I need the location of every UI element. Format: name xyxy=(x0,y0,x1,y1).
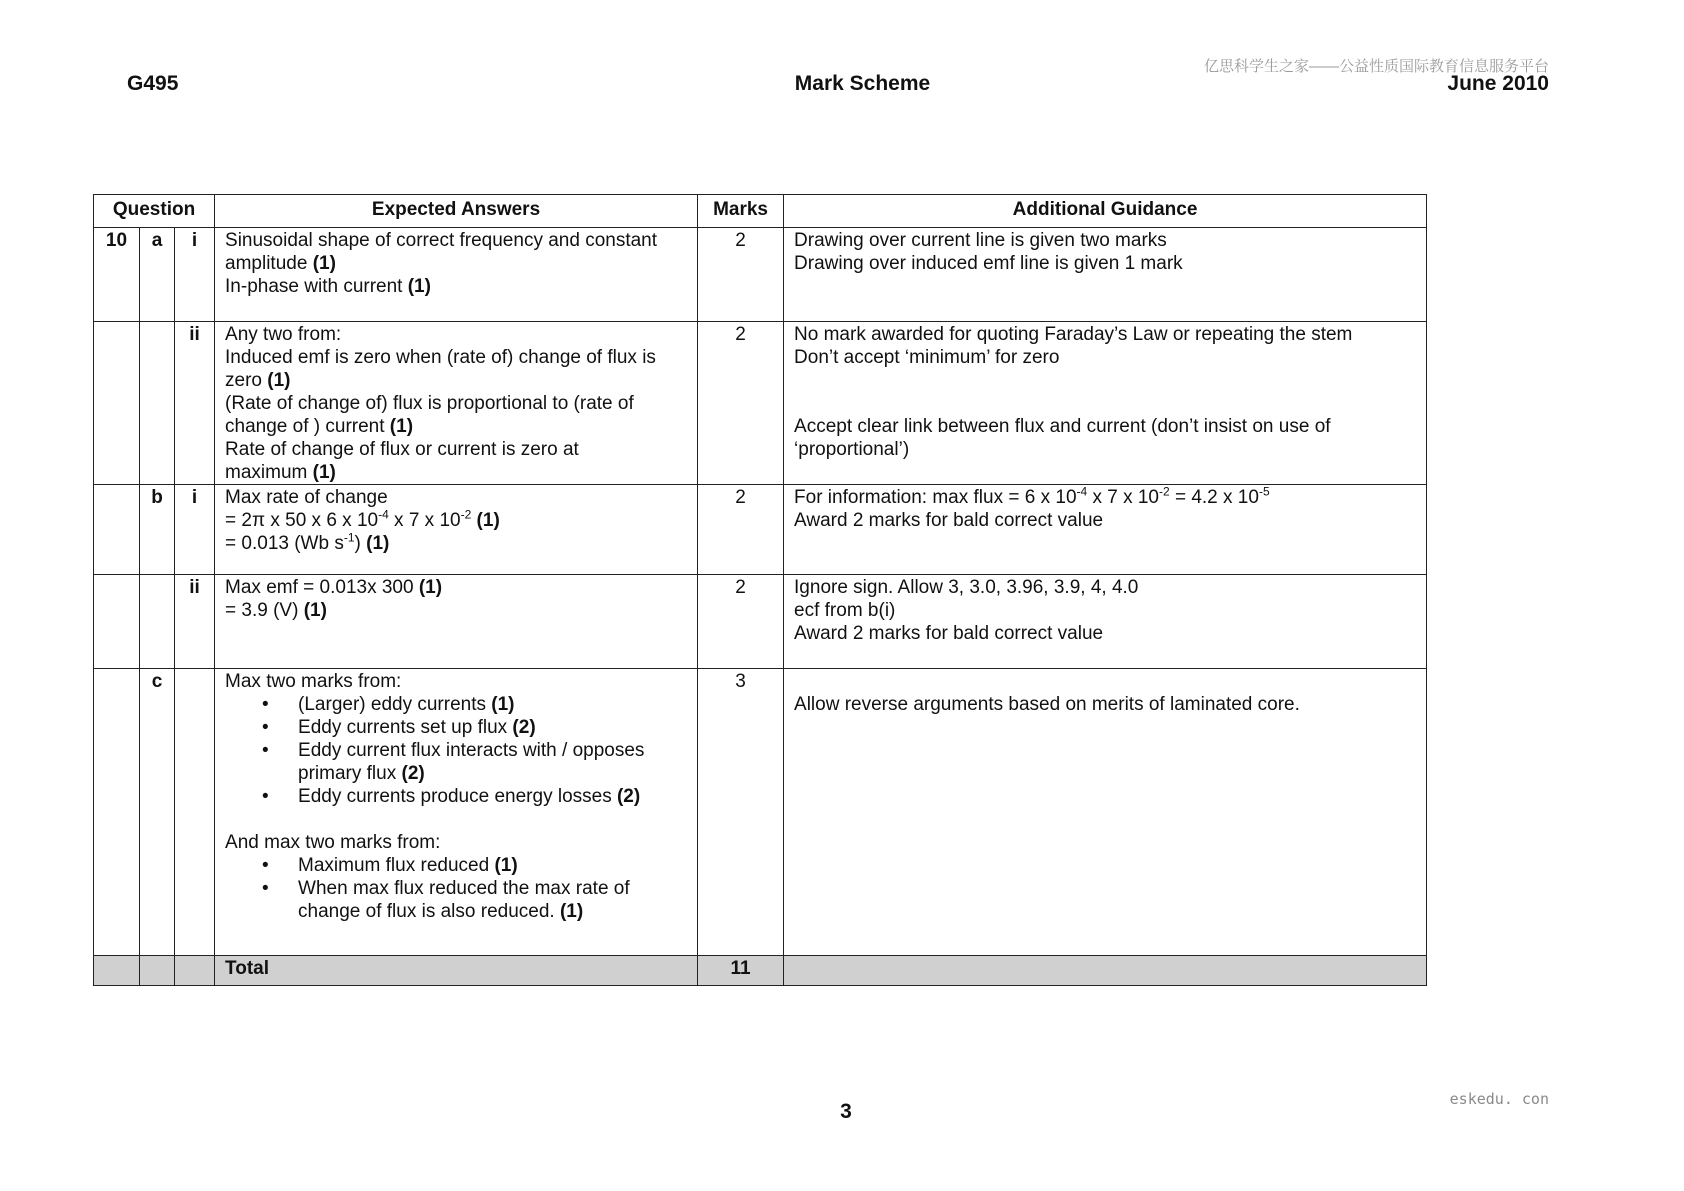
header-date: June 2010 xyxy=(1447,72,1549,95)
question-number xyxy=(94,322,140,485)
answer-mark: (1) xyxy=(389,416,414,437)
question-subpart: ii xyxy=(175,575,215,669)
guidance-line: Award 2 marks for bald correct value xyxy=(794,510,1104,531)
list-item: • Eddy currents produce energy losses (2) xyxy=(298,785,687,808)
guidance-line: No mark awarded for quoting Faraday’s Law or repeating the stem xyxy=(794,324,1353,345)
question-number: 10 xyxy=(94,228,140,322)
header-title: Mark Scheme xyxy=(794,72,931,95)
question-subpart: i xyxy=(175,228,215,322)
table-row xyxy=(94,228,1427,322)
exponent: -2 xyxy=(460,507,472,522)
answer-line: Any two from: xyxy=(225,324,342,345)
question-subpart xyxy=(175,669,215,956)
answer-mark: (1) xyxy=(303,600,327,621)
question-number xyxy=(94,669,140,956)
question-part: b xyxy=(140,485,175,575)
list-item: • Maximum flux reduced (1) xyxy=(298,854,687,877)
table-header-row xyxy=(94,195,1427,228)
marks-value: 2 xyxy=(698,228,784,322)
marks-value: 2 xyxy=(698,322,784,485)
answer-line: = 2π x 50 x 6 x 10 xyxy=(225,510,379,531)
guidance-line: Accept clear link between flux and current (don’t insist on use of xyxy=(794,416,1331,437)
question-subpart: ii xyxy=(175,322,215,485)
header-guidance: Additional Guidance xyxy=(784,195,1427,228)
answer-line: (Rate of change of) flux is proportional to (rate of xyxy=(225,393,634,414)
guidance xyxy=(784,228,1427,322)
answer-line: ) xyxy=(354,533,367,554)
answer-mark: (1) xyxy=(418,577,443,598)
table-row xyxy=(94,322,1427,485)
guidance-line: ‘proportional’) xyxy=(794,439,910,460)
exponent: -4 xyxy=(1076,484,1088,499)
guidance-line: x 7 x 10 xyxy=(1087,487,1160,508)
answer-line: maximum xyxy=(225,462,313,483)
total-marks: 11 xyxy=(698,956,784,986)
answer-line: Induced emf is zero when (rate of) change of flux is xyxy=(225,347,656,368)
answer-mark: (1) xyxy=(366,533,390,554)
question-part xyxy=(140,322,175,485)
bullet-list xyxy=(225,693,687,808)
answer-line: zero xyxy=(225,370,268,391)
guidance-line: For information: max flux = 6 x 10 xyxy=(794,487,1077,508)
header-code: G495 xyxy=(127,72,179,95)
marks-value: 2 xyxy=(698,485,784,575)
exponent: -2 xyxy=(1159,484,1170,499)
answer-line: amplitude xyxy=(225,253,313,274)
question-part xyxy=(140,575,175,669)
header-question: Question xyxy=(94,195,215,228)
list-item: • Eddy currents set up flux (2) xyxy=(298,716,687,739)
total-row xyxy=(94,956,1427,986)
exponent: -1 xyxy=(343,530,355,545)
guidance-line: ecf from b(i) xyxy=(794,600,896,621)
header-marks: Marks xyxy=(698,195,784,228)
total-label: Total xyxy=(215,956,698,986)
question-number xyxy=(94,485,140,575)
guidance xyxy=(784,669,1427,956)
table-row xyxy=(94,485,1427,575)
answer-line: Sinusoidal shape of correct frequency and constant xyxy=(225,230,658,251)
expected-answer xyxy=(215,669,698,956)
answer-mark: (1) xyxy=(312,253,336,274)
answer-line: Max emf = 0.013x 300 xyxy=(225,577,419,598)
answer-line: Max rate of change xyxy=(225,487,388,508)
answer-mark: (1) xyxy=(267,370,291,391)
list-item: • (Larger) eddy currents (1) xyxy=(298,693,687,716)
question-part: c xyxy=(140,669,175,956)
page-number: 3 xyxy=(840,1100,852,1123)
guidance-line: Drawing over current line is given two marks xyxy=(794,230,1167,251)
expected-answer xyxy=(215,228,698,322)
guidance-line: Allow reverse arguments based on merits of laminated core. xyxy=(794,694,1300,715)
guidance xyxy=(784,575,1427,669)
question-part: a xyxy=(140,228,175,322)
answer-line: x 7 x 10 xyxy=(388,510,461,531)
answer-mark: (1) xyxy=(407,276,431,297)
answer-line: Rate of change of flux or current is zero at xyxy=(225,439,579,460)
guidance-line: Drawing over induced emf line is given 1 mark xyxy=(794,253,1183,274)
answer-intro: And max two marks from: xyxy=(225,832,441,853)
guidance xyxy=(784,485,1427,575)
question-subpart: i xyxy=(175,485,215,575)
expected-answer xyxy=(215,322,698,485)
guidance-line: Don’t accept ‘minimum’ for zero xyxy=(794,347,1060,368)
list-item: • When max flux reduced the max rate of change of flux is also reduced. (1) xyxy=(298,877,687,923)
guidance-line: Ignore sign. Allow 3, 3.0, 3.96, 3.9, 4, 4.0 xyxy=(794,577,1139,598)
watermark-text: 亿思科学生之家——公益性质国际教育信息服务平台 xyxy=(1203,58,1549,75)
table-row xyxy=(94,669,1427,956)
answer-line: = 3.9 (V) xyxy=(225,600,304,621)
answer-line: = 0.013 (Wb s xyxy=(225,533,344,554)
mark-scheme-table xyxy=(93,194,1427,986)
question-number xyxy=(94,575,140,669)
header-answers: Expected Answers xyxy=(215,195,698,228)
exponent: -4 xyxy=(378,507,389,522)
table-row xyxy=(94,575,1427,669)
answer-mark: (1) xyxy=(312,462,336,483)
list-item: • Eddy current flux interacts with / opposes primary flux (2) xyxy=(298,739,687,785)
guidance-line: = 4.2 x 10 xyxy=(1169,487,1259,508)
footer-watermark: eskedu. con xyxy=(1449,1090,1549,1108)
answer-intro: Max two marks from: xyxy=(225,671,402,692)
marks-value: 2 xyxy=(698,575,784,669)
guidance xyxy=(784,322,1427,485)
guidance-line: Award 2 marks for bald correct value xyxy=(794,623,1104,644)
expected-answer xyxy=(215,485,698,575)
answer-mark: (1) xyxy=(476,510,500,531)
answer-line: change of ) current xyxy=(225,416,390,437)
bullet-list xyxy=(225,854,687,923)
expected-answer xyxy=(215,575,698,669)
exponent: -5 xyxy=(1258,484,1270,499)
answer-line: In-phase with current xyxy=(225,276,408,297)
marks-value: 3 xyxy=(698,669,784,956)
